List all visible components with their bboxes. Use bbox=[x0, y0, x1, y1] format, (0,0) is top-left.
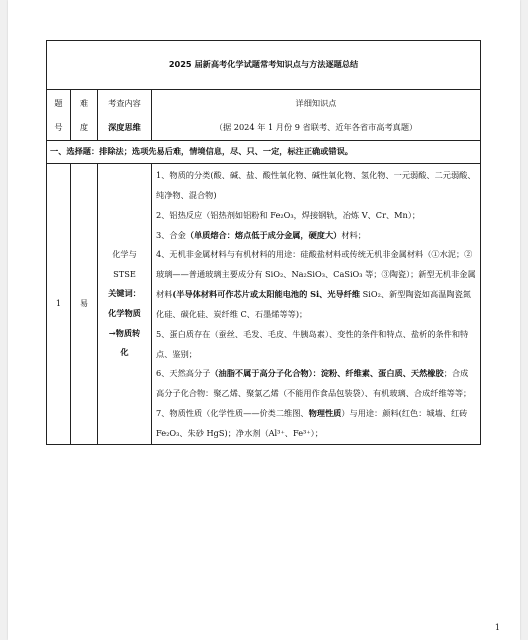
section-heading: 一、选择题：排除法；选项先易后难，情境信息，尽、只、一定，标注正确或错误。 bbox=[47, 141, 481, 164]
header-difficulty: 难 度 bbox=[71, 90, 98, 141]
difficulty-level: 易 bbox=[71, 164, 98, 445]
header-details: 详细知识点 （据 2024 年 1 月份 9 省联考、近年各省市高考真题） bbox=[152, 90, 481, 141]
knowledge-item: 7、物质性质（化学性质——价类二维图、物理性质）与用途：颜料(红色：城墙、红砖 Fe₂O₃、朱砂 HgS)；净水剂（Al³⁺、Fe³⁺）； bbox=[156, 408, 468, 438]
document-title: 2025 届新高考化学试题常考知识点与方法逐题总结 bbox=[47, 41, 481, 90]
knowledge-item: 3、合金（单质熔合：熔点低于成分金属，硬度大）材料； bbox=[156, 229, 366, 240]
header-content: 考查内容 深度思维 bbox=[98, 90, 152, 141]
knowledge-details bbox=[152, 164, 481, 445]
category-cell: 化学与 STSE 关键词： 化学物质 →物质转 化 bbox=[98, 164, 152, 445]
knowledge-item: 2、铝热反应（铝热剂如铝粉和 Fe₂O₃，焊接钢轨，冶炼 V、Cr、Mn）； bbox=[156, 209, 421, 220]
knowledge-item: 1、物质的分类(酸、碱、盐、酸性氧化物、碱性氧化物、氢化物、一元弱酸、二元弱酸、纯净物、混合物) bbox=[156, 170, 476, 200]
document-page bbox=[8, 0, 520, 640]
knowledge-table bbox=[46, 40, 481, 445]
knowledge-item: 4、无机非金属材料与有机材料的用途：硅酸盐材料或传统无机非金属材料（①水泥；②玻璃——普通玻璃主要成分有 SiO₂、Na₂SiO₃、CaSiO₃ 等；③陶瓷）；新型无机非金属材料(半导体材料可作芯片或太阳能电池的 Si、光导纤维 SiO₂、新型陶瓷如高温陶瓷氮化硅、碳化硅、炭纤维 C、石墨烯等等)； bbox=[156, 249, 476, 319]
knowledge-item: 6、天然高分子（油脂不属于高分子化合物）：淀粉、纤维素、蛋白质、天然橡胶；合成高分子化合物：聚乙烯、聚氯乙烯（不能用作食品包装袋）、有机玻璃、合成纤维等等； bbox=[156, 368, 472, 399]
knowledge-item: 5、蛋白质存在（蚕丝、毛发、毛皮、牛胰岛素）、变性的条件和特点、盐析的条件和特点、鉴别； bbox=[156, 328, 469, 359]
page-number: 1 bbox=[494, 623, 500, 632]
question-number: 1 bbox=[47, 164, 71, 445]
header-number: 题 号 bbox=[47, 90, 71, 141]
